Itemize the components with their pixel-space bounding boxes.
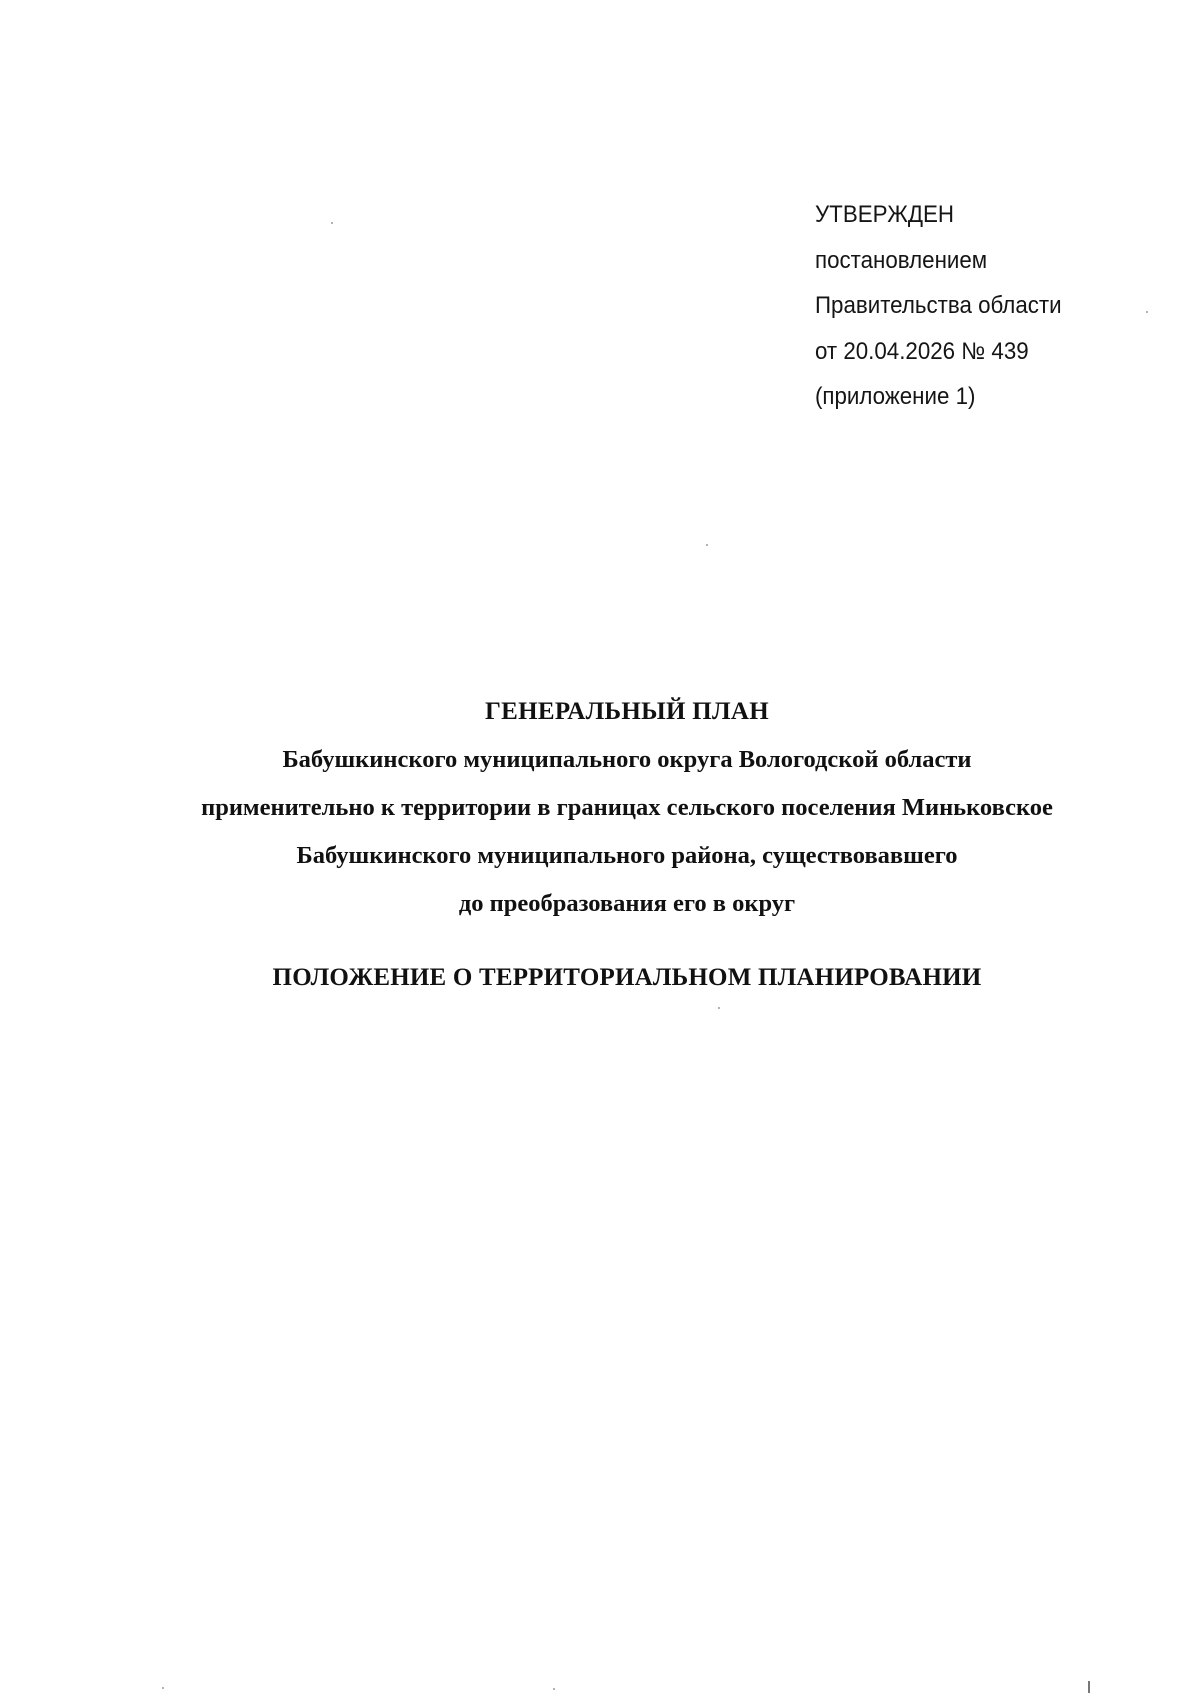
document-main-title: ГЕНЕРАЛЬНЫЙ ПЛАН [484, 698, 770, 725]
document-title-block [0, 688, 1200, 928]
document-subtitle-line-2: применительно к территории в границах сельского поселения Миньковское [201, 794, 1053, 821]
scan-mark [1088, 1681, 1090, 1693]
scan-speck [331, 222, 333, 224]
approval-heading: УТВЕРЖДЕН [815, 201, 954, 228]
scan-speck [553, 1688, 555, 1690]
approval-authority: Правительства области [815, 292, 1062, 319]
document-subtitle-line-4: до преобразования его в округ [458, 890, 796, 917]
scan-speck [1146, 311, 1148, 313]
scan-speck [718, 1007, 720, 1009]
approval-appendix: (приложение 1) [815, 383, 976, 410]
scan-speck [162, 1687, 164, 1689]
document-subtitle-line-3: Бабушкинского муниципального района, существовавшего [296, 842, 958, 869]
approval-date-number: от 20.04.2026 № 439 [815, 337, 1029, 365]
section-title: ПОЛОЖЕНИЕ О ТЕРРИТОРИАЛЬНОМ ПЛАНИРОВАНИИ [272, 964, 982, 991]
approval-stamp-block [815, 192, 1080, 420]
document-subtitle-line-1: Бабушкинского муниципального округа Вологодской области [282, 746, 972, 773]
approval-decree-label: постановлением [815, 246, 988, 274]
scan-speck [706, 544, 708, 546]
